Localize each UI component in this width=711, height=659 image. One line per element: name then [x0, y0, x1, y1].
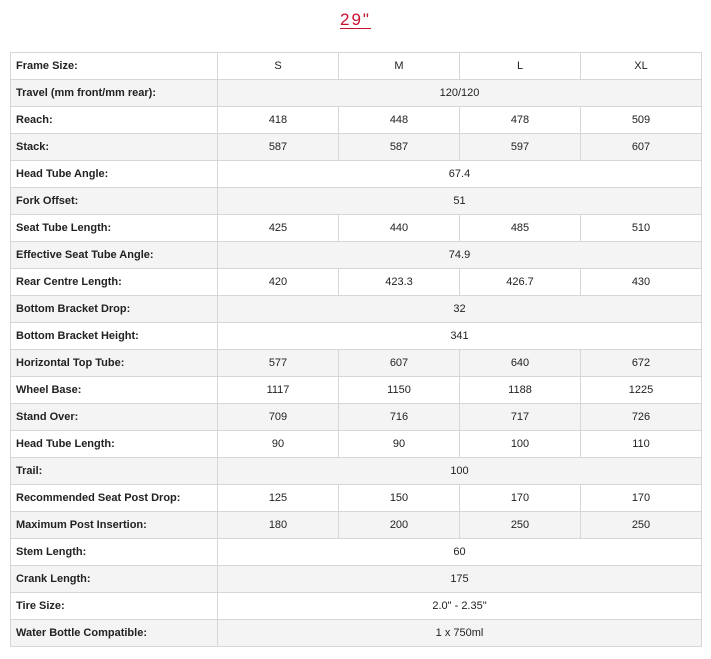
row-value: 587	[218, 134, 339, 161]
row-value: 717	[460, 404, 581, 431]
table-row	[11, 296, 702, 323]
row-value: 716	[339, 404, 460, 431]
row-value: 509	[581, 107, 702, 134]
row-value: 726	[581, 404, 702, 431]
table-row	[11, 404, 702, 431]
row-value-all-sizes: 74.9	[218, 242, 702, 269]
row-value: 100	[460, 431, 581, 458]
row-value: 607	[581, 134, 702, 161]
size-header: S	[218, 53, 339, 80]
row-value: 577	[218, 350, 339, 377]
table-row	[11, 458, 702, 485]
table-row-frame-size	[11, 53, 702, 80]
table-row	[11, 215, 702, 242]
row-value: 485	[460, 215, 581, 242]
row-label: Fork Offset:	[11, 188, 218, 215]
row-label: Travel (mm front/mm rear):	[11, 80, 218, 107]
row-value-all-sizes: 1 x 750ml	[218, 620, 702, 647]
row-label: Trail:	[11, 458, 218, 485]
row-label: Water Bottle Compatible:	[11, 620, 218, 647]
table-row	[11, 350, 702, 377]
row-value: 200	[339, 512, 460, 539]
row-value: 640	[460, 350, 581, 377]
table-row	[11, 107, 702, 134]
table-row	[11, 242, 702, 269]
row-value: 448	[339, 107, 460, 134]
row-value-all-sizes: 60	[218, 539, 702, 566]
row-label: Stem Length:	[11, 539, 218, 566]
row-value: 607	[339, 350, 460, 377]
table-row	[11, 80, 702, 107]
row-value: 170	[581, 485, 702, 512]
geometry-table	[10, 52, 702, 647]
row-value-all-sizes: 100	[218, 458, 702, 485]
row-value: 1225	[581, 377, 702, 404]
row-value: 425	[218, 215, 339, 242]
table-row	[11, 512, 702, 539]
table-row	[11, 539, 702, 566]
row-value: 597	[460, 134, 581, 161]
row-label: Horizontal Top Tube:	[11, 350, 218, 377]
row-label: Reach:	[11, 107, 218, 134]
row-value: 430	[581, 269, 702, 296]
row-label: Stand Over:	[11, 404, 218, 431]
row-label: Recommended Seat Post Drop:	[11, 485, 218, 512]
row-label: Effective Seat Tube Angle:	[11, 242, 218, 269]
wheel-size-title: 29"	[340, 10, 371, 29]
row-value: 1150	[339, 377, 460, 404]
table-row	[11, 188, 702, 215]
row-value-all-sizes: 51	[218, 188, 702, 215]
table-row	[11, 269, 702, 296]
row-value: 150	[339, 485, 460, 512]
row-label: Bottom Bracket Height:	[11, 323, 218, 350]
size-header: L	[460, 53, 581, 80]
row-value: 110	[581, 431, 702, 458]
row-value: 510	[581, 215, 702, 242]
row-value: 672	[581, 350, 702, 377]
table-row	[11, 323, 702, 350]
table-row	[11, 566, 702, 593]
row-value: 170	[460, 485, 581, 512]
row-value: 420	[218, 269, 339, 296]
row-label: Crank Length:	[11, 566, 218, 593]
row-value: 709	[218, 404, 339, 431]
row-value: 1188	[460, 377, 581, 404]
table-row	[11, 593, 702, 620]
size-header: M	[339, 53, 460, 80]
row-value-all-sizes: 341	[218, 323, 702, 350]
row-value: 426.7	[460, 269, 581, 296]
row-label: Bottom Bracket Drop:	[11, 296, 218, 323]
row-label: Frame Size:	[11, 53, 218, 80]
row-value-all-sizes: 67.4	[218, 161, 702, 188]
geometry-table-body	[11, 53, 702, 647]
row-value: 125	[218, 485, 339, 512]
row-label: Wheel Base:	[11, 377, 218, 404]
row-value: 440	[339, 215, 460, 242]
size-header: XL	[581, 53, 702, 80]
row-value: 90	[218, 431, 339, 458]
row-value-all-sizes: 2.0" - 2.35"	[218, 593, 702, 620]
table-row	[11, 485, 702, 512]
row-label: Rear Centre Length:	[11, 269, 218, 296]
row-label: Maximum Post Insertion:	[11, 512, 218, 539]
row-label: Tire Size:	[11, 593, 218, 620]
row-value: 1117	[218, 377, 339, 404]
table-row	[11, 620, 702, 647]
row-label: Seat Tube Length:	[11, 215, 218, 242]
row-value: 418	[218, 107, 339, 134]
row-value: 423.3	[339, 269, 460, 296]
row-value-all-sizes: 175	[218, 566, 702, 593]
table-row	[11, 161, 702, 188]
row-label: Stack:	[11, 134, 218, 161]
table-row	[11, 377, 702, 404]
row-label: Head Tube Angle:	[11, 161, 218, 188]
row-value-all-sizes: 120/120	[218, 80, 702, 107]
row-value: 250	[581, 512, 702, 539]
table-row	[11, 431, 702, 458]
row-value: 250	[460, 512, 581, 539]
row-value: 587	[339, 134, 460, 161]
row-value: 90	[339, 431, 460, 458]
row-value: 180	[218, 512, 339, 539]
row-label: Head Tube Length:	[11, 431, 218, 458]
row-value: 478	[460, 107, 581, 134]
row-value-all-sizes: 32	[218, 296, 702, 323]
table-row	[11, 134, 702, 161]
